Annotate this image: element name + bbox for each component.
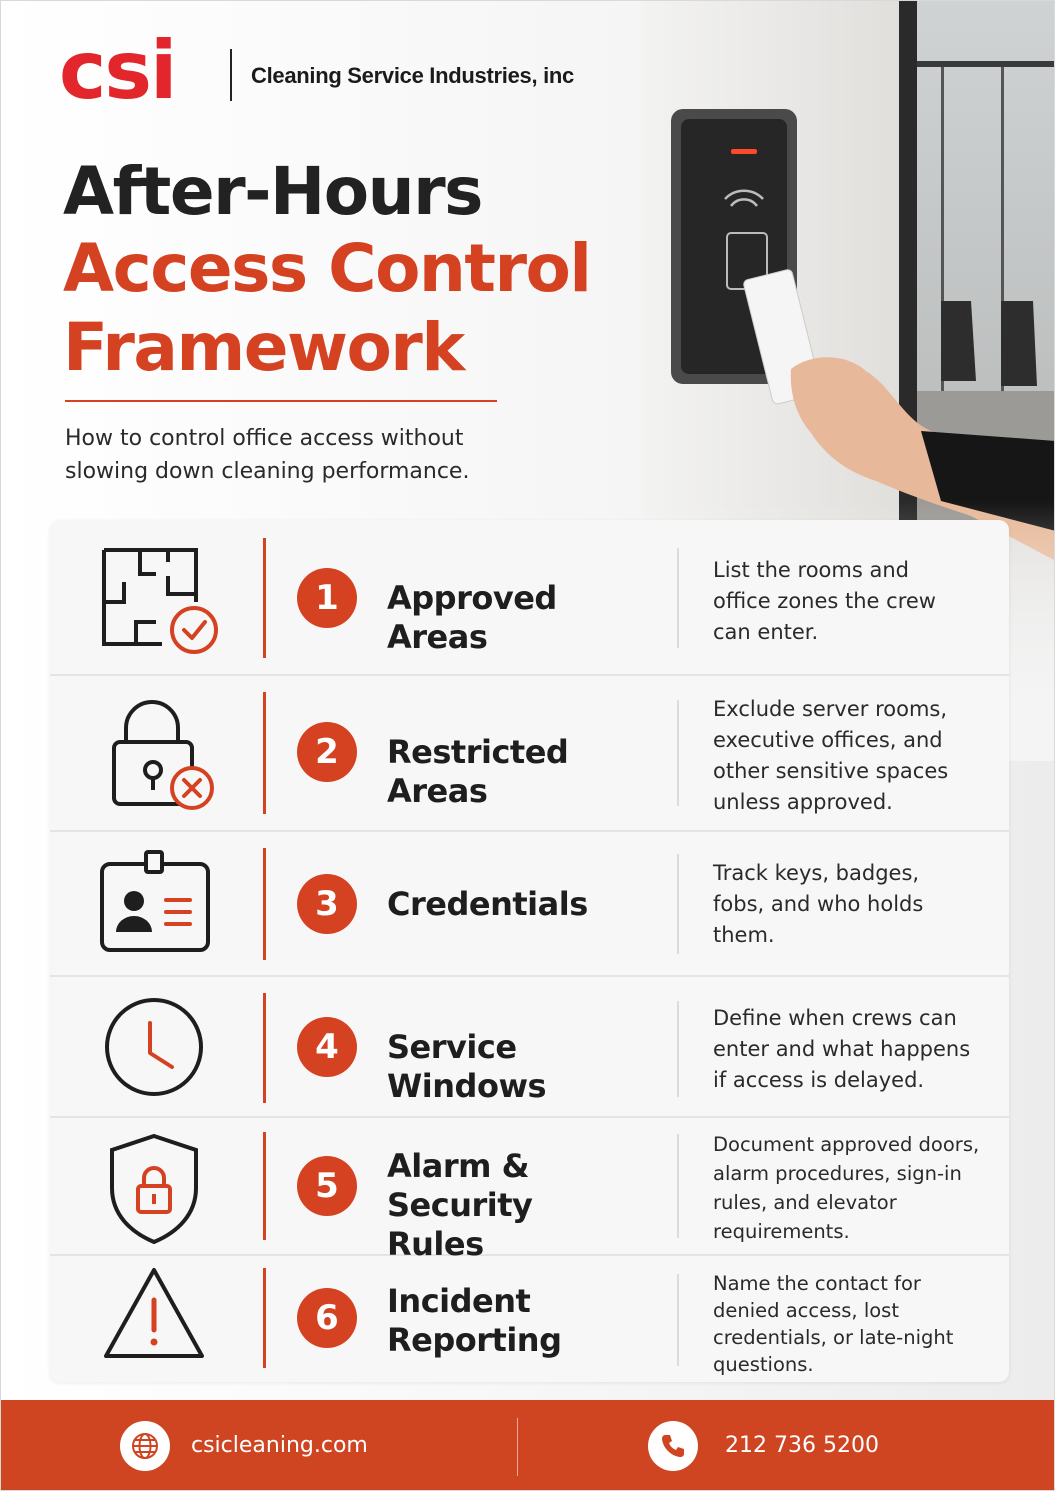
csi-logo: csi <box>59 24 176 117</box>
row-accent-rule <box>263 1132 266 1240</box>
clock-icon <box>96 989 222 1109</box>
title-line-2: Access Control <box>63 230 591 307</box>
id-badge-icon <box>96 846 222 966</box>
step-heading: Credentials <box>387 885 588 923</box>
step-heading: Restricted Areas <box>387 733 569 810</box>
step-number-badge: 3 <box>297 874 357 934</box>
step-number-badge: 4 <box>297 1017 357 1077</box>
row-divider <box>677 1134 679 1238</box>
row-accent-rule <box>263 1268 266 1368</box>
row-divider <box>677 854 679 954</box>
step-number-badge: 2 <box>297 722 357 782</box>
shield-lock-icon <box>96 1130 222 1250</box>
list-item <box>50 1118 1009 1263</box>
list-item <box>50 977 1009 1118</box>
row-accent-rule <box>263 538 266 658</box>
step-description: List the rooms and office zones the crew can enter. <box>713 558 936 644</box>
row-accent-rule <box>263 993 266 1103</box>
list-item <box>50 1256 1009 1382</box>
step-heading: Alarm & Security Rules <box>387 1147 533 1263</box>
contact-footer <box>1 1400 1055 1491</box>
subtitle: How to control office access without slowing down cleaning performance. <box>65 426 470 484</box>
row-divider <box>677 548 679 648</box>
globe-icon <box>120 1421 170 1471</box>
website-link[interactable]: csicleaning.com <box>191 1433 368 1458</box>
list-item <box>50 676 1009 832</box>
row-accent-rule <box>263 848 266 960</box>
list-item <box>50 832 1009 977</box>
title-line-1: After-Hours <box>63 153 482 230</box>
step-description: Track keys, badges, fobs, and who holds them. <box>713 861 924 947</box>
phone-number[interactable]: 212 736 5200 <box>725 1433 879 1458</box>
step-description: Name the contact for denied access, lost credentials, or late-night questions. <box>713 1272 954 1376</box>
row-divider <box>677 700 679 806</box>
padlock-x-icon <box>96 694 222 814</box>
logo-divider <box>230 49 232 101</box>
framework-list <box>50 520 1009 1382</box>
row-accent-rule <box>263 692 266 814</box>
step-heading: Approved Areas <box>387 579 557 656</box>
phone-icon <box>648 1421 698 1471</box>
step-description: Document approved doors, alarm procedures, sign-in rules, and elevator requirements. <box>713 1133 980 1243</box>
row-divider <box>677 1001 679 1097</box>
step-number-badge: 1 <box>297 568 357 628</box>
list-item <box>50 520 1009 676</box>
company-name: Cleaning Service Industries, inc <box>251 63 574 88</box>
step-heading: Incident Reporting <box>387 1282 562 1359</box>
title-line-3: Framework <box>63 309 464 386</box>
step-number-badge: 5 <box>297 1156 357 1216</box>
step-number-badge: 6 <box>297 1288 357 1348</box>
step-description: Exclude server rooms, executive offices, and other sensitive spaces unless approved. <box>713 697 949 814</box>
row-divider <box>677 1274 679 1366</box>
warning-triangle-icon <box>96 1260 222 1380</box>
floor-plan-check-icon <box>96 542 222 662</box>
step-description: Define when crews can enter and what happens if access is delayed. <box>713 1006 971 1092</box>
footer-divider <box>517 1418 518 1476</box>
title-underline <box>65 400 497 402</box>
step-heading: Service Windows <box>387 1028 547 1105</box>
